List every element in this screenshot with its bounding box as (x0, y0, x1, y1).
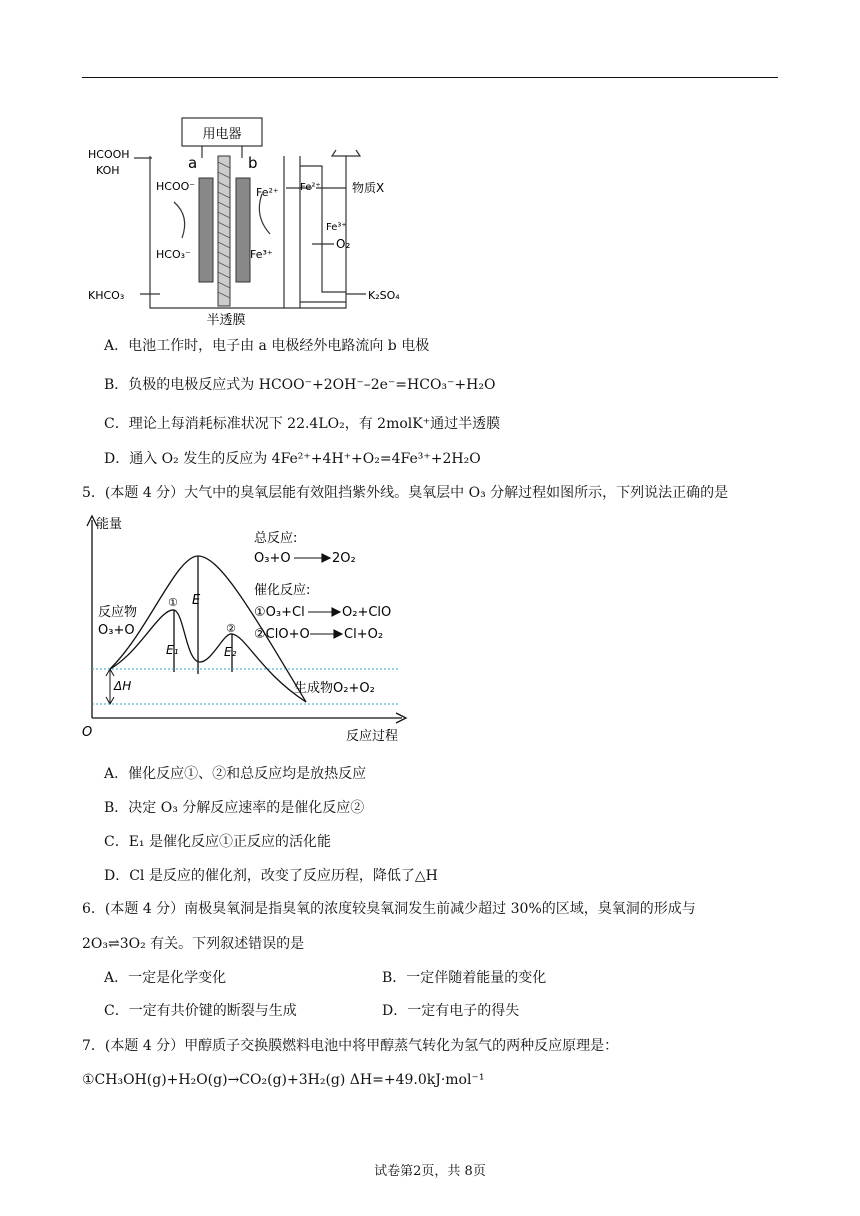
q5-stem: 5．(本题 4 分）大气中的臭氧层能有效阻挡紫外线。臭氧层中 O₃ 分解过程如图所示，下列说法正确的是 (82, 485, 729, 501)
q7-equation-1: ①CH₃OH(g)+H₂O(g)→CO₂(g)+3H₂(g) ΔH=+49.0kJ·mol⁻¹ (82, 1072, 485, 1088)
q6-stem-line2: 2O₃⇌3O₂ 有关。下列叙述错误的是 (82, 936, 305, 952)
species-hcoo: HCOO⁻ (156, 180, 196, 193)
step2-marker: ② (226, 622, 236, 635)
device-label: 用电器 (202, 127, 242, 142)
step1-marker: ① (168, 596, 178, 609)
reactant-formula: O₃+O (98, 623, 135, 638)
catalytic-title: 催化反应: (254, 583, 311, 598)
outlet-k2so4: K₂SO₄ (368, 289, 400, 302)
membrane-label: 半透膜 (206, 313, 246, 328)
peak-e-label: E (192, 593, 201, 608)
q6-option-b: B．一定伴随着能量的变化 (382, 970, 547, 986)
fuel-cell-diagram (84, 106, 414, 330)
q5-option-b: B．决定 O₃ 分解反应速率的是催化反应② (104, 800, 365, 816)
electrode-b-label: b (248, 154, 258, 172)
total-eq-right: 2O₂ (332, 551, 356, 566)
q6-option-c: C．一定有共价键的断裂与生成 (104, 1003, 297, 1019)
energy-profile-diagram (80, 512, 410, 748)
q4-option-a: A．电池工作时，电子由 a 电极经外电路流向 b 电极 (104, 338, 430, 354)
q5-option-d: D．Cl 是反应的催化剂，改变了反应历程，降低了△H (104, 868, 438, 884)
origin-label: O (82, 725, 93, 740)
cat1-right: O₂+ClO (342, 605, 392, 620)
q7-stem: 7．(本题 4 分）甲醇质子交换膜燃料电池中将甲醇蒸气转化为氢气的两种反应原理是： (82, 1038, 619, 1054)
e2-label: E₂ (224, 645, 237, 659)
q4-option-c: C．理论上每消耗标准状况下 22.4LO₂，有 2molK⁺通过半透膜 (104, 416, 501, 432)
inlet-koh: KOH (96, 164, 120, 177)
species-fe3-right: Fe³⁺ (326, 222, 347, 233)
e1-label: E₁ (166, 643, 179, 657)
total-reaction-title: 总反应: (254, 531, 298, 546)
y-axis-label: 能量 (96, 517, 123, 532)
species-fe2-left: Fe²⁺ (256, 186, 279, 199)
header-rule (82, 77, 778, 78)
electrode-a-label: a (188, 154, 198, 172)
x-axis-label: 反应过程 (346, 729, 399, 744)
species-fe3-left: Fe³⁺ (250, 248, 273, 261)
species-fe2-right: Fe²⁺ (300, 182, 321, 193)
q6-stem-line1: 6．(本题 4 分）南极臭氧洞是指臭氧的浓度较臭氧洞发生前减少超过 30%的区域，臭氧洞的形成与 (82, 901, 696, 917)
species-hco3: HCO₃⁻ (156, 248, 191, 261)
cat1-left: ①O₃+Cl (254, 605, 305, 620)
cat2-right: Cl+O₂ (344, 627, 384, 642)
page-footer: 试卷第2页，共 8页 (374, 1164, 486, 1179)
total-eq-left: O₃+O (254, 551, 291, 566)
q4-option-b: B．负极的电极反应式为 HCOO⁻+2OH⁻–2e⁻=HCO₃⁻+H₂O (104, 377, 496, 393)
o2-inlet: O₂ (336, 237, 351, 251)
q4-option-d: D．通入 O₂ 发生的反应为 4Fe²⁺+4H⁺+O₂=4Fe³⁺+2H₂O (104, 451, 481, 467)
outlet-khco3: KHCO₃ (88, 289, 125, 302)
inlet-hcooh: HCOOH (88, 148, 130, 161)
reactant-label: 反应物 (98, 605, 138, 620)
substance-x: 物质X (352, 181, 385, 195)
product-label: 生成物O₂+O₂ (294, 681, 375, 696)
cat2-left: ②ClO+O (254, 627, 310, 642)
q6-option-a: A．一定是化学变化 (104, 970, 227, 986)
q5-option-c: C．E₁ 是催化反应①正反应的活化能 (104, 834, 331, 850)
q6-option-d: D．一定有电子的得失 (382, 1003, 520, 1019)
delta-h-label: ΔH (114, 679, 132, 693)
q5-option-a: A．催化反应①、②和总反应均是放热反应 (104, 766, 367, 782)
